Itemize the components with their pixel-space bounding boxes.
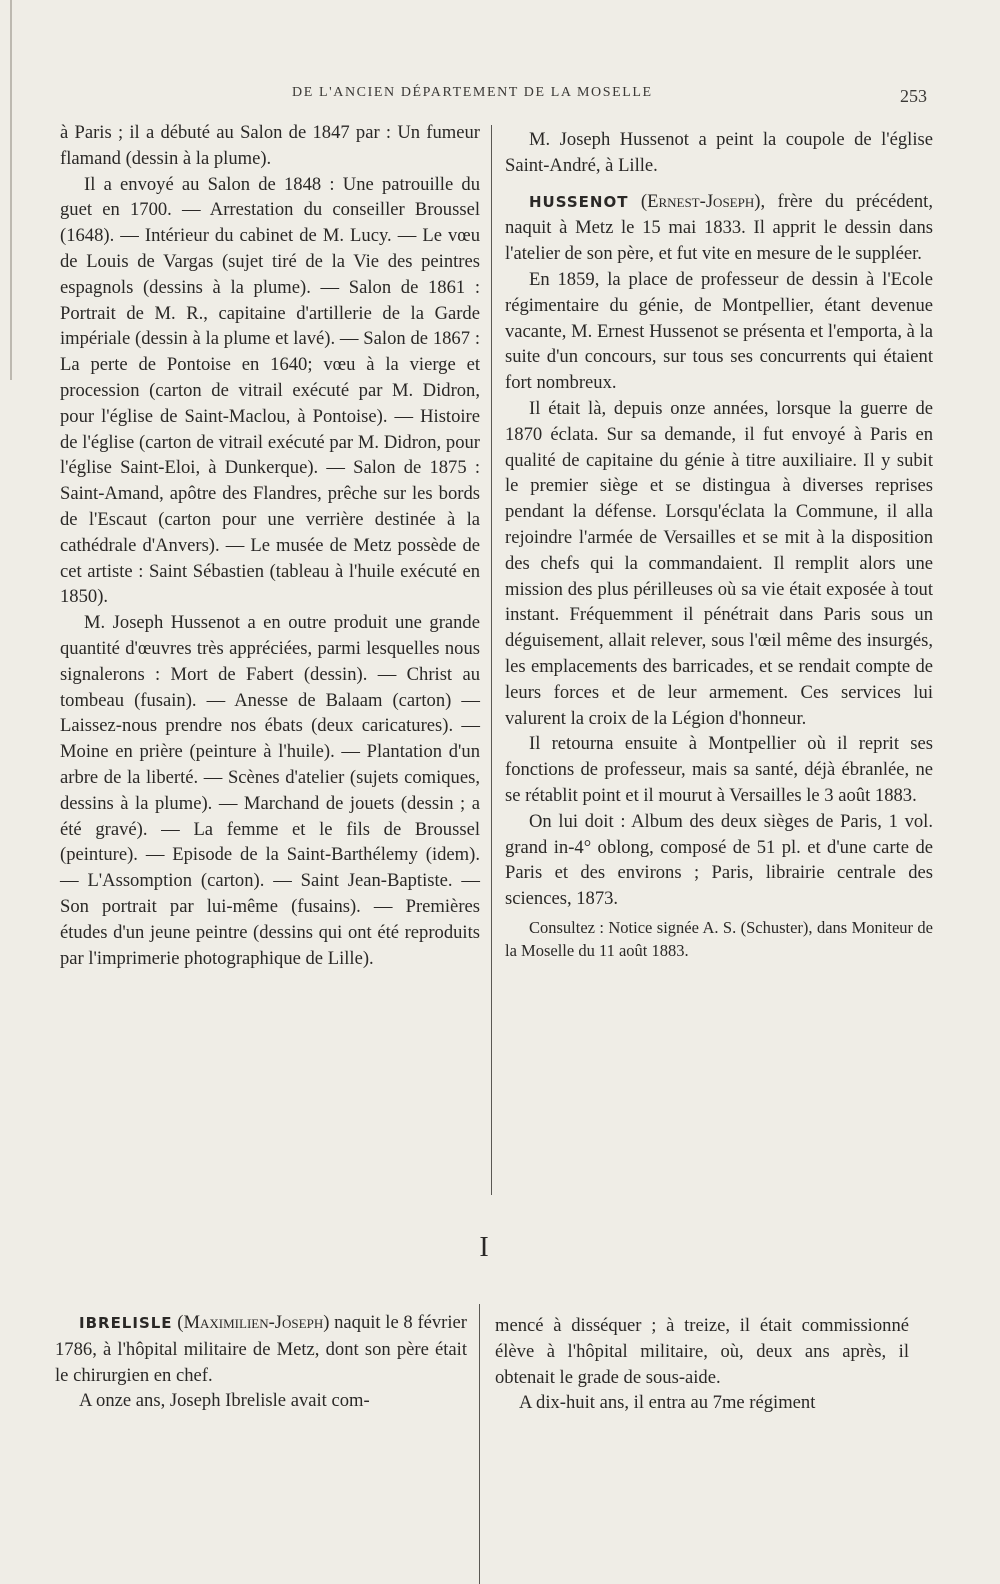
left-paragraph-2: Il a envoyé au Salon de 1848 : Une patrouille du guet en 1700. — Arrestation du conseiller Broussel (1648). — Intérieur du cabinet de M. Lucy. — Le vœu de Louis de Vargas (sujet tiré de la Vie des peintres espagnols (dessins à la plume). — Salon de 1861 : Portrait de M. R., capitaine d'artillerie de la Garde impériale (dessin à la plume et lavé). — Salon de 1867 : La perte de Pontoise en 1640; vœu à la vierge et procession (carton de vitrail exécuté par M. Didron, pour l'église de Saint-Maclou, à Pontoise). — Histoire de l'église (carton de vitrail exécuté par M. Didron, pour l'église Saint-Eloi, à Dunkerque). — Salon de 1875 : Saint-Amand, apôtre des Flandres, prêche sur les bords de l'Escaut (carton pour une verrière destinée à la cathédrale d'Anvers). — Le musée de Metz possède de cet artiste : Saint Sébastien (tableau à l'huile exécuté en 1850). [60,173,480,608]
entry-ibrelisle [55,1310,467,1388]
entry-name-hussenot: HUSSENOT [529,192,629,211]
entry-hussenot [505,189,933,267]
entry-text: , frère du précédent, naquit à Metz le 15 mai 1833. Il apprit le dessin dans l'atelier de son père, et fut vite en mesure de le suppléer. [505,190,933,265]
bottom-right-paragraph-1: mencé à disséquer ; à treize, il était commissionné élève à l'hôpital militaire, où, deux ans après, il obtenait le grade de sous-aide. [495,1315,909,1388]
page-edge-line [10,0,12,380]
right-paragraph-4: Il retourna ensuite à Montpellier où il reprit ses fonctions de professeur, mais sa santé, déjà ébranlée, ne se rétablit point et il mourut à Versailles le 3 août 1883. [505,733,933,806]
right-column [505,127,933,962]
page-number: 253 [900,86,927,106]
right-paragraph-2: En 1859, la place de professeur de dessin à l'Ecole régimentaire du génie, de Montpellier, étant devenue vacante, M. Ernest Hussenot se présenta et l'emporta, à la suite d'un concours, sur tous ses concurrents qui étaient fort nombreux. [505,268,933,394]
section-letter: I [479,1232,489,1263]
left-paragraph-3: M. Joseph Hussenot a en outre produit une grande quantité d'œuvres très appréciées, parmi lesquelles nous signalerons : Mort de Fabert (dessin). — Christ au tombeau (fusain). — Anesse de Balaam (carton) — Laissez-nous prendre nos ébats (deux caricatures). — Moine en prière (peinture à l'huile). — Plantation d'un arbre de la liberté. — Scènes d'atelier (sujets comiques, dessins à la plume). — Marchand de jouets (dessin ; a été gravé). — La femme et le fils de Broussel (peinture). — Episode de la Saint-Barthélemy (idem). — L'Assomption (carton). — Saint Jean-Baptiste. — Son portrait par lui-même (fusains). — Premières études d'un jeune peintre (dessins qui ont été reproduits par l'imprimerie photographique de Lille). [60,612,480,969]
left-column [60,120,480,971]
running-head: DE L'ANCIEN DÉPARTEMENT DE LA MOSELLE [292,85,653,100]
column-rule-bottom [479,1304,480,1584]
bottom-left-paragraph-2: A onze ans, Joseph Ibrelisle avait com- [79,1390,370,1412]
bottom-left-column [55,1310,467,1414]
right-paragraph-5: On lui doit : Album des deux sièges de Paris, 1 vol. grand in-4° oblong, composé de 51 pl. et d'une carte de Paris et des environs ; Paris, librairie centrale des sciences, 1873. [505,810,933,910]
entry-name-ibrelisle: IBRELISLE [79,1314,173,1332]
consult-reference: Consultez : Notice signée A. S. (Schuster), dans Moniteur de la Moselle du 11 août 1883. [505,917,933,960]
entry-text-ibrelisle: naquit le 8 février 1786, à l'hôpital militaire de Metz, dont son père était le chirurgien en chef. [55,1312,467,1386]
bottom-right-column [495,1313,909,1416]
column-rule [491,125,492,1195]
left-paragraph-1: à Paris ; il a débuté au Salon de 1847 par : Un fumeur flamand (dessin à la plume). [60,122,480,169]
bottom-right-paragraph-2: A dix-huit ans, il entra au 7me régiment [519,1392,816,1414]
right-paragraph-3: Il était là, depuis onze années, lorsque la guerre de 1870 éclata. Sur sa demande, il fut envoyé à Paris en qualité de capitaine du génie à titre auxiliaire. Il y subit le premier siège et se distingua à diverses reprises pendant la défense. Lorsqu'éclata la Commune, il alla rejoindre l'armée de Versailles et se mit à la disposition des chefs qui la commandaient. Il remplit alors une mission des plus périlleuses où sa vie était exposée à tout instant. Fréquemment il pénétrait dans Paris sous un déguisement, allait relever, sous l'œil même des insurgés, les emplacements des barricades, et se rendait compte de leurs forces et de leur armement. Ces services lui valurent la croix de la Légion d'honneur. [505,397,933,729]
entry-given-names: (Ernest-Joseph) [640,190,761,212]
entry-given-names-ibrelisle: (Maximilien-Joseph) [177,1312,330,1333]
right-paragraph-1: M. Joseph Hussenot a peint la coupole de l'église Saint-André, à Lille. [505,129,933,176]
